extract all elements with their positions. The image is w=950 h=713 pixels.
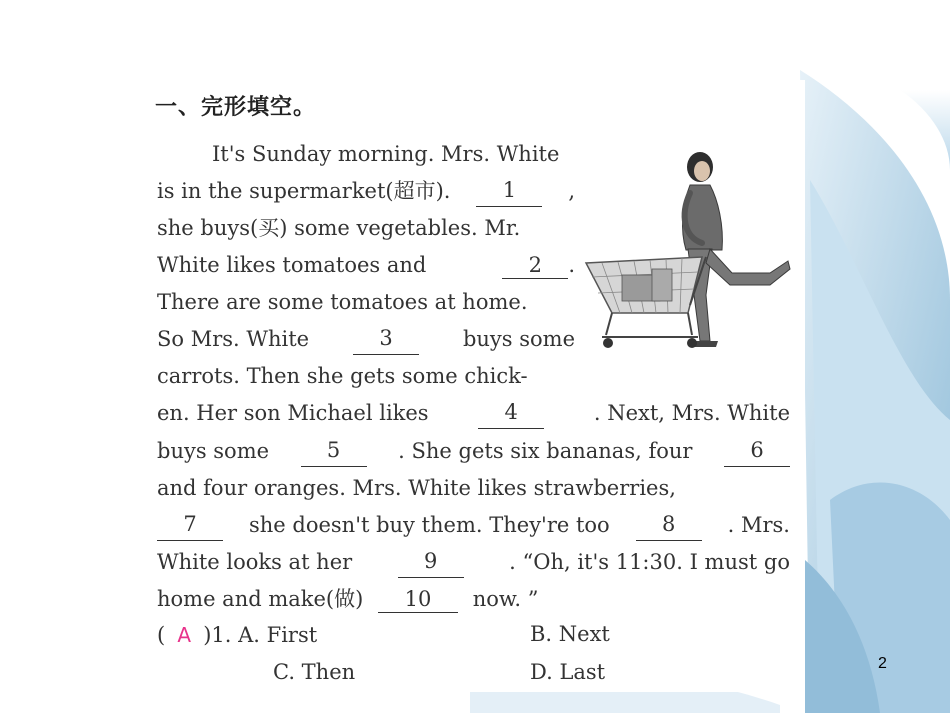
passage-line: There are some tomatoes at home.	[157, 290, 528, 314]
passage-line: White looks at her 9 . “Oh, it's 11:30. I must go	[157, 548, 790, 578]
passage-line: So Mrs. White 3 buys some	[157, 325, 575, 355]
passage-line: carrots. Then she gets some chick-	[157, 364, 528, 388]
passage-line: buys some 5 . She gets six bananas, four 6	[157, 437, 790, 467]
answer-choice: A	[177, 623, 192, 647]
woman-with-shopping-cart-icon	[582, 145, 797, 355]
option-b: B. Next	[530, 622, 610, 646]
passage-line: 7 she doesn't buy them. They're too 8 . Mrs.	[157, 511, 790, 541]
blank-9: 9	[398, 548, 464, 578]
blank-1: 1	[476, 177, 542, 207]
blank-3: 3	[353, 325, 419, 355]
passage-line: is in the supermarket(超市). 1 ,	[157, 177, 575, 207]
passage-line: It's Sunday morning. Mrs. White	[212, 142, 560, 166]
blank-6: 6	[724, 437, 790, 467]
blank-7: 7	[157, 511, 223, 541]
option-d: D. Last	[530, 660, 606, 684]
blank-10: 10	[378, 586, 458, 613]
blank-2: 2	[502, 252, 568, 279]
passage-line: White likes tomatoes and 2 .	[157, 253, 575, 277]
answer-line: ( A )1. A. First	[157, 620, 317, 650]
passage-line: she buys(买) some vegetables. Mr.	[157, 216, 521, 240]
option-c: C. Then	[273, 660, 356, 684]
blank-5: 5	[301, 437, 367, 467]
blank-8: 8	[636, 511, 702, 541]
blank-4: 4	[478, 399, 544, 429]
passage-line: en. Her son Michael likes 4 . Next, Mrs. White	[157, 399, 790, 429]
passage-line: and four oranges. Mrs. White likes strawberries,	[157, 476, 676, 500]
passage-line: home and make(做) 10 now. ”	[157, 587, 539, 611]
option-a: A. First	[238, 623, 318, 647]
section-heading: 一、完形填空。	[155, 95, 317, 120]
page-number: 2	[878, 655, 887, 672]
